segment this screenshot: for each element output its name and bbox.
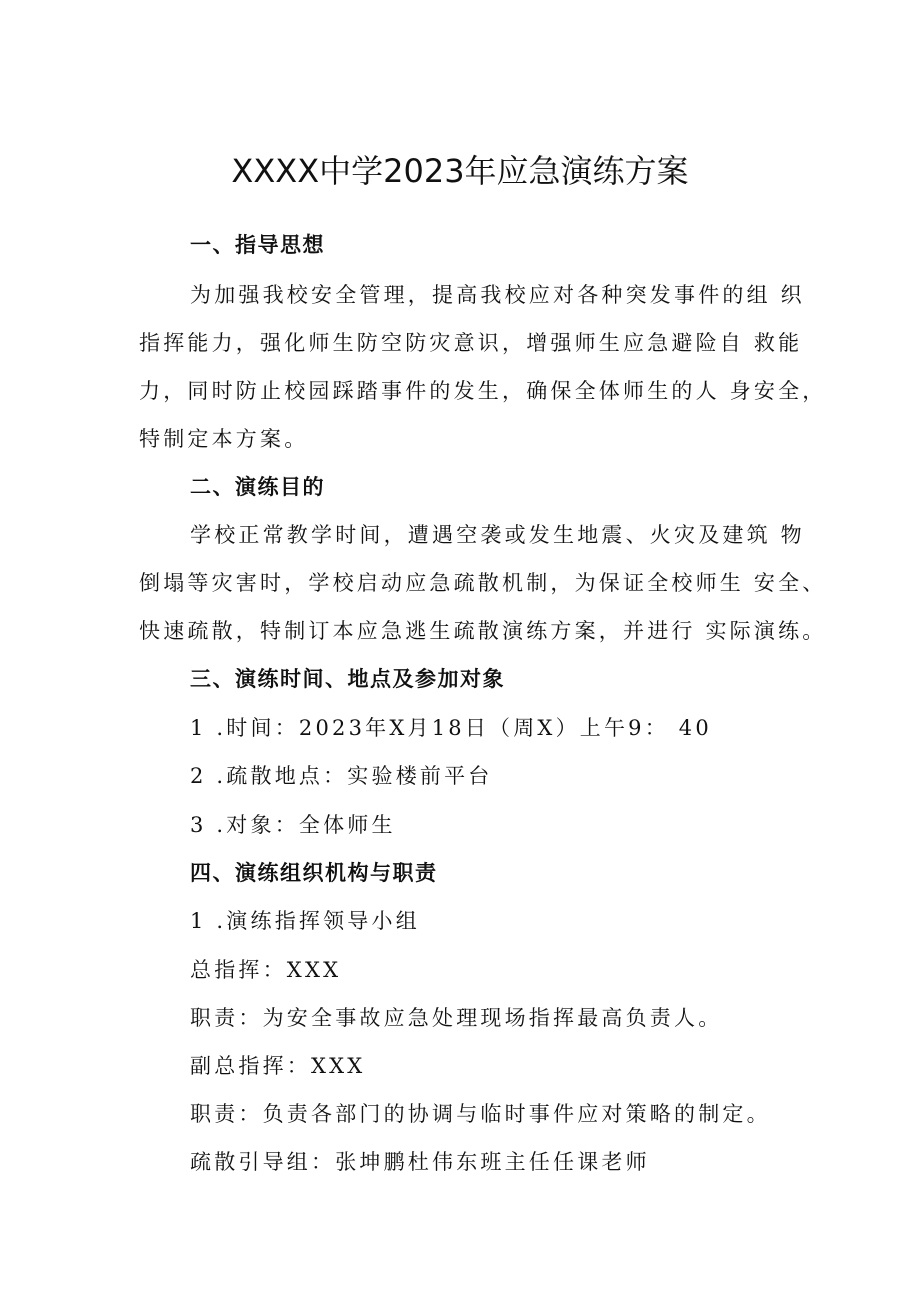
list-item-location: 2 .疏散地点：实验楼前平台 (190, 764, 493, 788)
list-item-participants: 3 .对象：全体师生 (190, 813, 396, 837)
paragraph-line: 为加强我校安全管理，提高我校应对各种突发事件的组 织 (190, 283, 805, 307)
paragraph-line: 倒塌等灾害时，学校启动应急疏散机制，为保证全校师生 安全、 (139, 571, 827, 595)
list-item-time: 1 .时间：2023年X月18日（周X）上午9： 40 (190, 716, 712, 740)
section-heading-drill-purpose: 二、演练目的 (190, 475, 325, 499)
text-line-duty: 职责：为安全事故应急处理现场指挥最高负责人。 (190, 1006, 723, 1030)
paragraph-line: 学校正常教学时间，遭遇空袭或发生地震、火灾及建筑 物 (190, 523, 805, 547)
paragraph-line: 特制定本方案。 (139, 427, 309, 451)
list-item-command-group: 1 .演练指挥领导小组 (190, 909, 420, 933)
text-line-deputy-commander: 副总指挥：XXX (190, 1054, 366, 1078)
text-line-duty: 职责：负责各部门的协调与临时事件应对策略的制定。 (190, 1102, 771, 1126)
section-heading-guiding-ideology: 一、指导思想 (190, 233, 325, 257)
paragraph-line: 指挥能力，强化师生防空防灾意识，增强师生应急避险自 救能 (139, 331, 803, 355)
text-line-chief-commander: 总指挥：XXX (190, 958, 342, 982)
section-heading-organization: 四、演练组织机构与职责 (190, 861, 438, 885)
paragraph-line: 力，同时防止校园踩踏事件的发生，确保全体师生的人 身安全， (139, 379, 827, 403)
text-line-evacuation-group: 疏散引导组：张坤鹏杜伟东班主任任课老师 (190, 1150, 650, 1174)
paragraph-line: 快速疏散，特制订本应急逃生疏散演练方案，并进行 实际演练。 (139, 619, 827, 643)
section-heading-time-place-participants: 三、演练时间、地点及参加对象 (190, 667, 505, 691)
document-title: XXXX中学2023年应急演练方案 (231, 152, 689, 190)
